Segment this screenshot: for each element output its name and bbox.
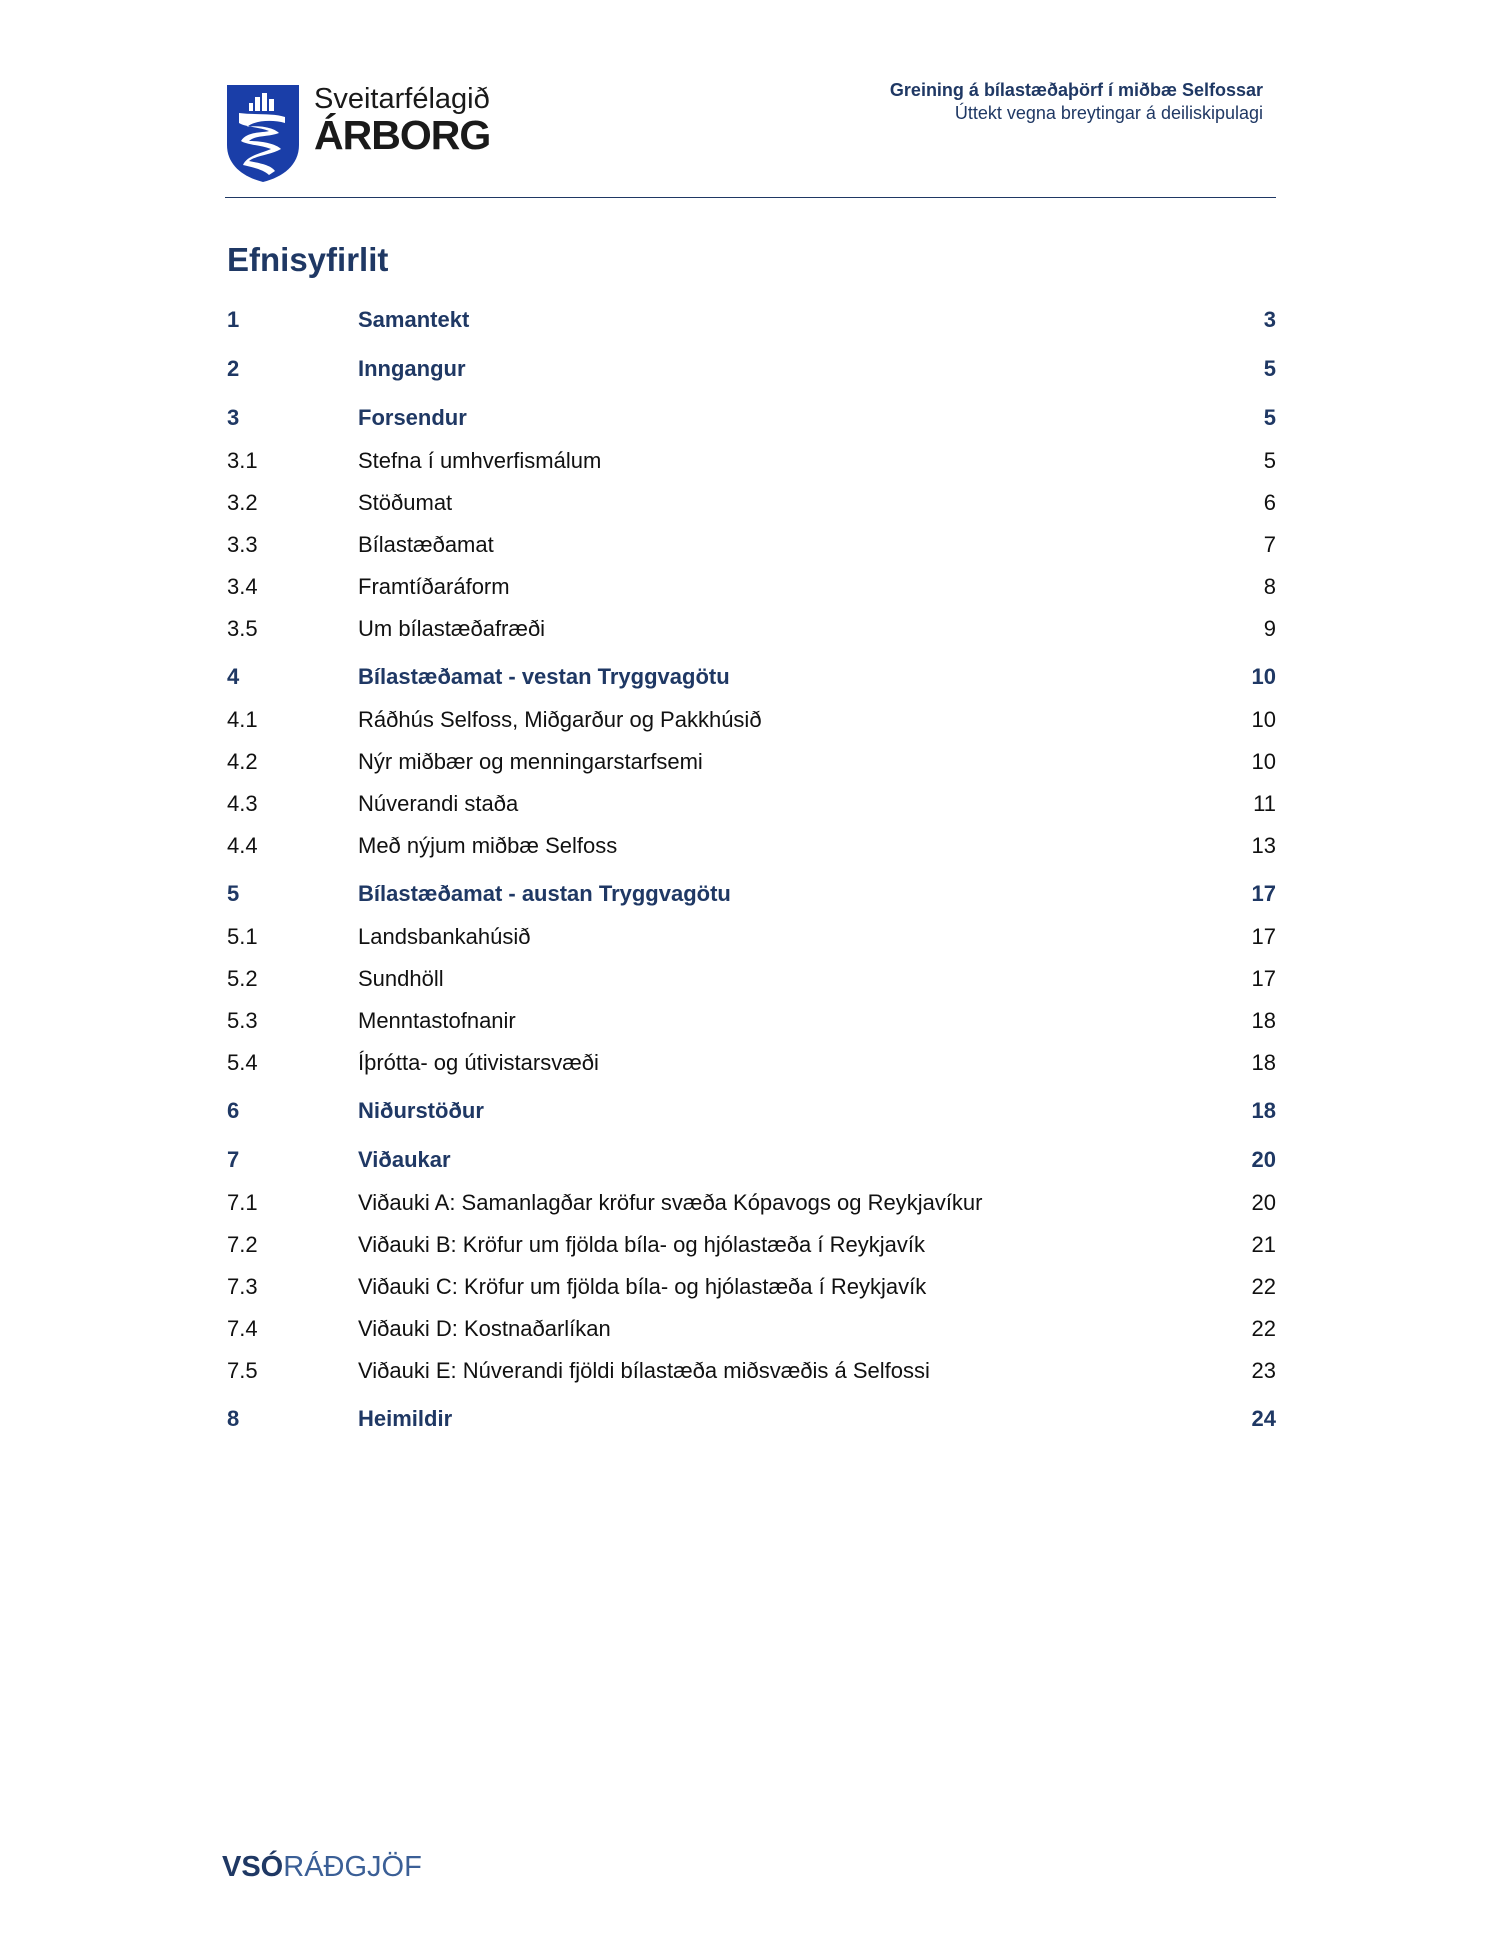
logo-line1: Sveitarfélagið [314,83,490,115]
toc-title: Efnisyfirlit [227,241,389,278]
toc-entry[interactable] [227,958,1276,1000]
toc-entry-number: 7 [227,1146,240,1172]
document-subtitle: Úttekt vegna breytingar á deiliskipulagi [954,103,1263,123]
toc-entry-number: 5 [227,880,240,906]
toc-entry-page: 5 [1263,404,1276,430]
toc-entry[interactable] [227,825,1276,867]
toc-entry-number: 3.4 [227,574,258,599]
toc-entry-page: 17 [1251,880,1276,906]
toc-entry-number: 3.3 [227,532,258,557]
toc-entry-number: 1 [227,306,240,332]
toc-entry-title[interactable]: Sundhöll [358,966,444,991]
toc-entry-page: 17 [1251,924,1276,949]
toc-entry-title[interactable]: Um bílastæðafræði [358,616,546,641]
toc-entry-title[interactable]: Niðurstöður [358,1097,484,1123]
toc-entry[interactable] [227,1224,1276,1266]
toc-entry-page: 6 [1263,490,1276,515]
toc-entry[interactable] [227,699,1276,741]
toc-entry-number: 7.4 [227,1316,258,1341]
toc-entry[interactable] [227,654,1276,699]
toc-entry[interactable] [227,916,1276,958]
toc-entry[interactable] [227,1266,1276,1308]
toc-entry-title[interactable]: Með nýjum miðbæ Selfoss [358,833,618,858]
toc-entry-number: 4 [227,663,240,689]
toc-entry[interactable] [227,566,1276,608]
document-title: Greining á bílastæðaþörf í miðbæ Selfossar [889,80,1263,100]
toc-entry-number: 3.5 [227,616,258,641]
toc-entry-page: 13 [1251,833,1276,858]
toc-entry[interactable] [227,297,1276,342]
toc-entry-title[interactable]: Nýr miðbær og menningarstarfsemi [358,749,703,774]
toc-entry[interactable] [227,440,1276,482]
header-divider [225,197,1276,198]
toc-entry-title[interactable]: Viðauki B: Kröfur um fjölda bíla- og hjólastæða í Reykjavík [358,1232,925,1257]
toc-entry-page: 22 [1251,1316,1276,1341]
toc-entry-page: 10 [1251,749,1276,774]
toc-entry[interactable] [227,1000,1276,1042]
toc-entry-title[interactable]: Forsendur [358,404,467,430]
toc-entry[interactable] [227,1137,1276,1182]
toc-entry-number: 5.3 [227,1008,258,1033]
toc-entry-page: 20 [1251,1146,1276,1172]
toc-entry-number: 3.2 [227,490,258,515]
toc-entry[interactable] [227,608,1276,650]
toc-entry-page: 7 [1263,532,1276,557]
toc-entry-number: 7.3 [227,1274,258,1299]
toc-entry-number: 7.5 [227,1358,258,1383]
toc-entry-number: 3 [227,404,240,430]
toc-entry[interactable] [227,1088,1276,1133]
toc-entry-number: 4.3 [227,791,258,816]
footer-brand-bold: VSÓ [222,1851,284,1883]
toc-entry[interactable] [227,1350,1276,1392]
toc-entry-title[interactable]: Stefna í umhverfismálum [358,448,602,473]
toc-entry-title[interactable]: Samantekt [358,306,470,332]
toc-entry-number: 7.1 [227,1190,258,1215]
toc-entry[interactable] [227,741,1276,783]
toc-entry-number: 8 [227,1405,240,1431]
municipality-logo [225,83,490,183]
toc-entry-number: 5.1 [227,924,258,949]
document-header [890,78,1263,124]
toc-entry-page: 22 [1251,1274,1276,1299]
arborg-crest-icon [225,83,301,183]
toc-entry-title[interactable]: Landsbankahúsið [358,924,531,949]
toc-entry-title[interactable]: Framtíðaráform [358,574,510,599]
toc-entry-number: 7.2 [227,1232,258,1257]
toc-entry-number: 2 [227,355,240,381]
logo-line2: ÁRBORG [314,112,491,158]
toc-entry-number: 4.2 [227,749,258,774]
toc-entry-page: 5 [1263,448,1276,473]
toc-entry-page: 3 [1263,306,1276,332]
toc-entry-page: 9 [1263,616,1276,641]
toc-entry[interactable] [227,346,1276,391]
toc-entry-number: 4.1 [227,707,258,732]
logo-wordmark [314,83,491,158]
toc-entry-title[interactable]: Bílastæðamat [358,532,494,557]
toc-entry-page: 24 [1251,1405,1276,1431]
toc-entry-title[interactable]: Heimildir [358,1405,453,1431]
toc-entry-title[interactable]: Viðauki D: Kostnaðarlíkan [358,1316,611,1341]
toc-entry-page: 10 [1251,707,1276,732]
toc-entry-title[interactable]: Núverandi staða [358,791,519,816]
toc-entry-title[interactable]: Stöðumat [358,490,453,515]
table-of-contents [227,297,1276,1441]
toc-entry-page: 21 [1251,1232,1276,1257]
toc-entry-title[interactable]: Viðauki A: Samanlagðar kröfur svæða Kópavogs og Reykjavíkur [358,1190,983,1215]
toc-entry-number: 5.2 [227,966,258,991]
toc-entry[interactable] [227,1042,1276,1084]
toc-entry-title[interactable]: Viðauki C: Kröfur um fjölda bíla- og hjólastæða í Reykjavík [358,1274,927,1299]
toc-entry-page: 18 [1251,1008,1276,1033]
toc-entry-page: 18 [1251,1050,1276,1075]
toc-entry[interactable] [227,524,1276,566]
toc-entry-title[interactable]: Menntastofnanir [358,1008,516,1033]
toc-entry[interactable] [227,1308,1276,1350]
footer-logo [222,1851,422,1884]
toc-entry-page: 8 [1263,574,1276,599]
toc-entry-number: 5.4 [227,1050,258,1075]
toc-entry-page: 17 [1251,966,1276,991]
toc-entry-number: 3.1 [227,448,258,473]
toc-entry-title[interactable]: Inngangur [358,355,466,381]
toc-entry-title[interactable]: Viðaukar [358,1146,451,1172]
toc-entry[interactable] [227,395,1276,440]
toc-entry[interactable] [227,482,1276,524]
toc-entry-number: 4.4 [227,833,258,858]
toc-entry-title[interactable]: Íþrótta- og útivistarsvæði [358,1050,599,1075]
toc-entry-page: 11 [1253,791,1276,816]
toc-entry-title[interactable]: Bílastæðamat - austan Tryggvagötu [358,880,731,906]
toc-entry-page: 18 [1251,1097,1276,1123]
toc-entry-title[interactable]: Viðauki E: Núverandi fjöldi bílastæða miðsvæðis á Selfossi [358,1358,930,1383]
toc-entry-title[interactable]: Ráðhús Selfoss, Miðgarður og Pakkhúsið [358,707,762,732]
toc-entry-page: 20 [1251,1190,1276,1215]
toc-entry[interactable] [227,871,1276,916]
toc-entry-page: 10 [1251,663,1276,689]
footer-brand-light: RÁÐGJÖF [283,1851,422,1883]
toc-entry-page: 23 [1251,1358,1276,1383]
toc-entry-number: 6 [227,1097,240,1123]
toc-entry-title[interactable]: Bílastæðamat - vestan Tryggvagötu [358,663,730,689]
toc-entry-page: 5 [1263,355,1276,381]
toc-entry[interactable] [227,783,1276,825]
toc-entry[interactable] [227,1182,1276,1224]
toc-entry[interactable] [227,1396,1276,1441]
